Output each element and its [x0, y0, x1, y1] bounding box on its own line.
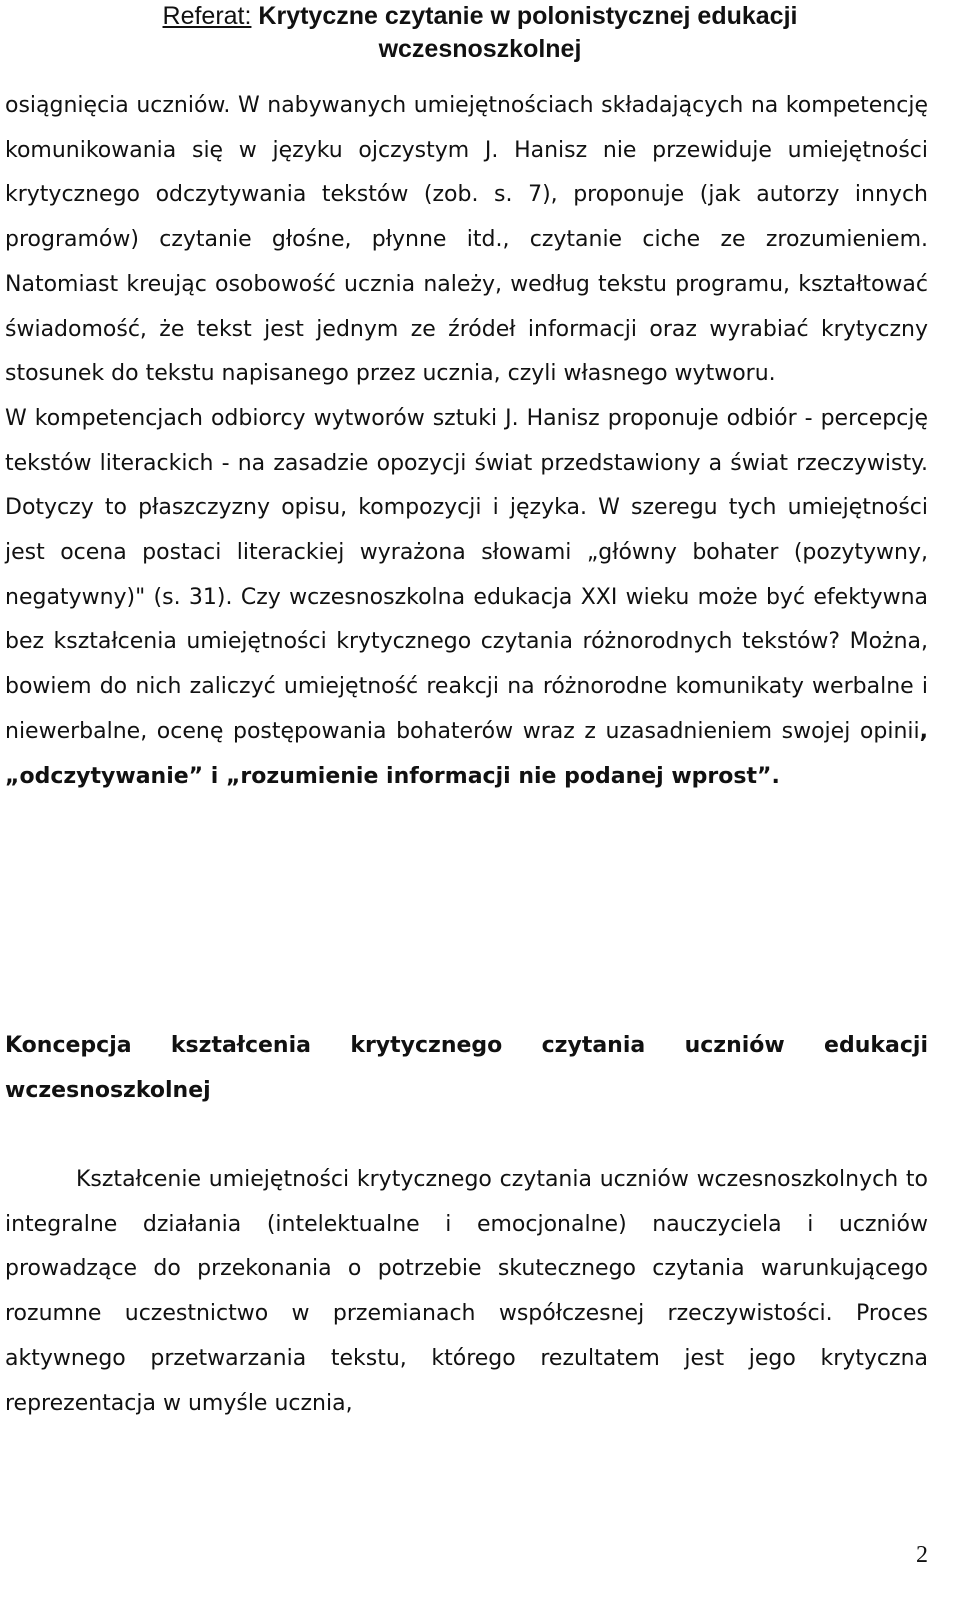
header-lead: Referat: [162, 2, 252, 30]
header-title-line2: wczesnoszkolnej [378, 35, 582, 63]
section-heading: Koncepcja kształcenia krytycznego czytania uczniów edukacji wczesnoszkolnej [5, 1033, 928, 1103]
paragraph-2-text: Kształcenie umiejętności krytycznego czytania uczniów wczesnoszkolnych to integralne działania (intelektualne i emocjonalne) nauczyciela i uczniów prowadzące do przekonania o potrzebie skutecznego czytania warunkującego rozumne uczestnictwo w przemianach współczesnej rzeczywistości. Proces aktywnego przetwarzania tekstu, którego rezultatem jest jego krytyczna reprezentacja w umyśle ucznia, [5, 1167, 928, 1416]
paragraph-1 [5, 84, 928, 799]
paragraph-1-part-1: osiągnięcia uczniów. W nabywanych umiejętnościach składających na kompetencję komunikowania się w języku ojczystym J. Hanisz nie przewiduje umiejętności krytycznego odczytywania tekstów (zob. s. 7), proponuje (jak autorzy innych programów) czytanie głośne, płynne itd., czytanie ciche ze zrozumieniem. Natomiast kreując osobowość ucznia należy, według tekstu programu, kształtować świadomość, że tekst jest jednym ze źródeł informacji oraz wyrabiać krytyczny stosunek do tekstu napisanego przez ucznia, czyli własnego wytworu. [5, 93, 928, 387]
page-number: 2 [916, 1542, 928, 1568]
page-header [0, 0, 960, 66]
paragraph-2 [5, 1158, 928, 1426]
header-title-line1: Krytyczne czytanie w polonistycznej edukacji [258, 2, 798, 30]
paragraph-1-part-2-text: W kompetencjach odbiorcy wytworów sztuki J. Hanisz proponuje odbiór - percepcję tekstów literackich - na zasadzie opozycji świat przedstawiony a świat rzeczywisty. Dotyczy to płaszczyzny opisu, kompozycji i języka. W szeregu tych umiejętności jest ocena postaci literackiej wyrażona słowami „główny bohater (pozytywny, negatywny)" (s. 31). Czy wczesnoszkolna edukacja XXI wieku może być efektywna bez kształcenia umiejętności krytycznego czytania różnorodnych tekstów? Można, bowiem do nich zaliczyć umiejętność reakcji na różnorodne komunikaty werbalne i niewerbalne, ocenę postępowania bohaterów wraz z uzasadnieniem swojej opinii [5, 405, 928, 744]
paragraph-1-bold-ending: , „odczytywanie” i „rozumienie informacji nie podanej wprost”. [5, 718, 928, 789]
paragraph-1-part-2 [5, 397, 928, 799]
